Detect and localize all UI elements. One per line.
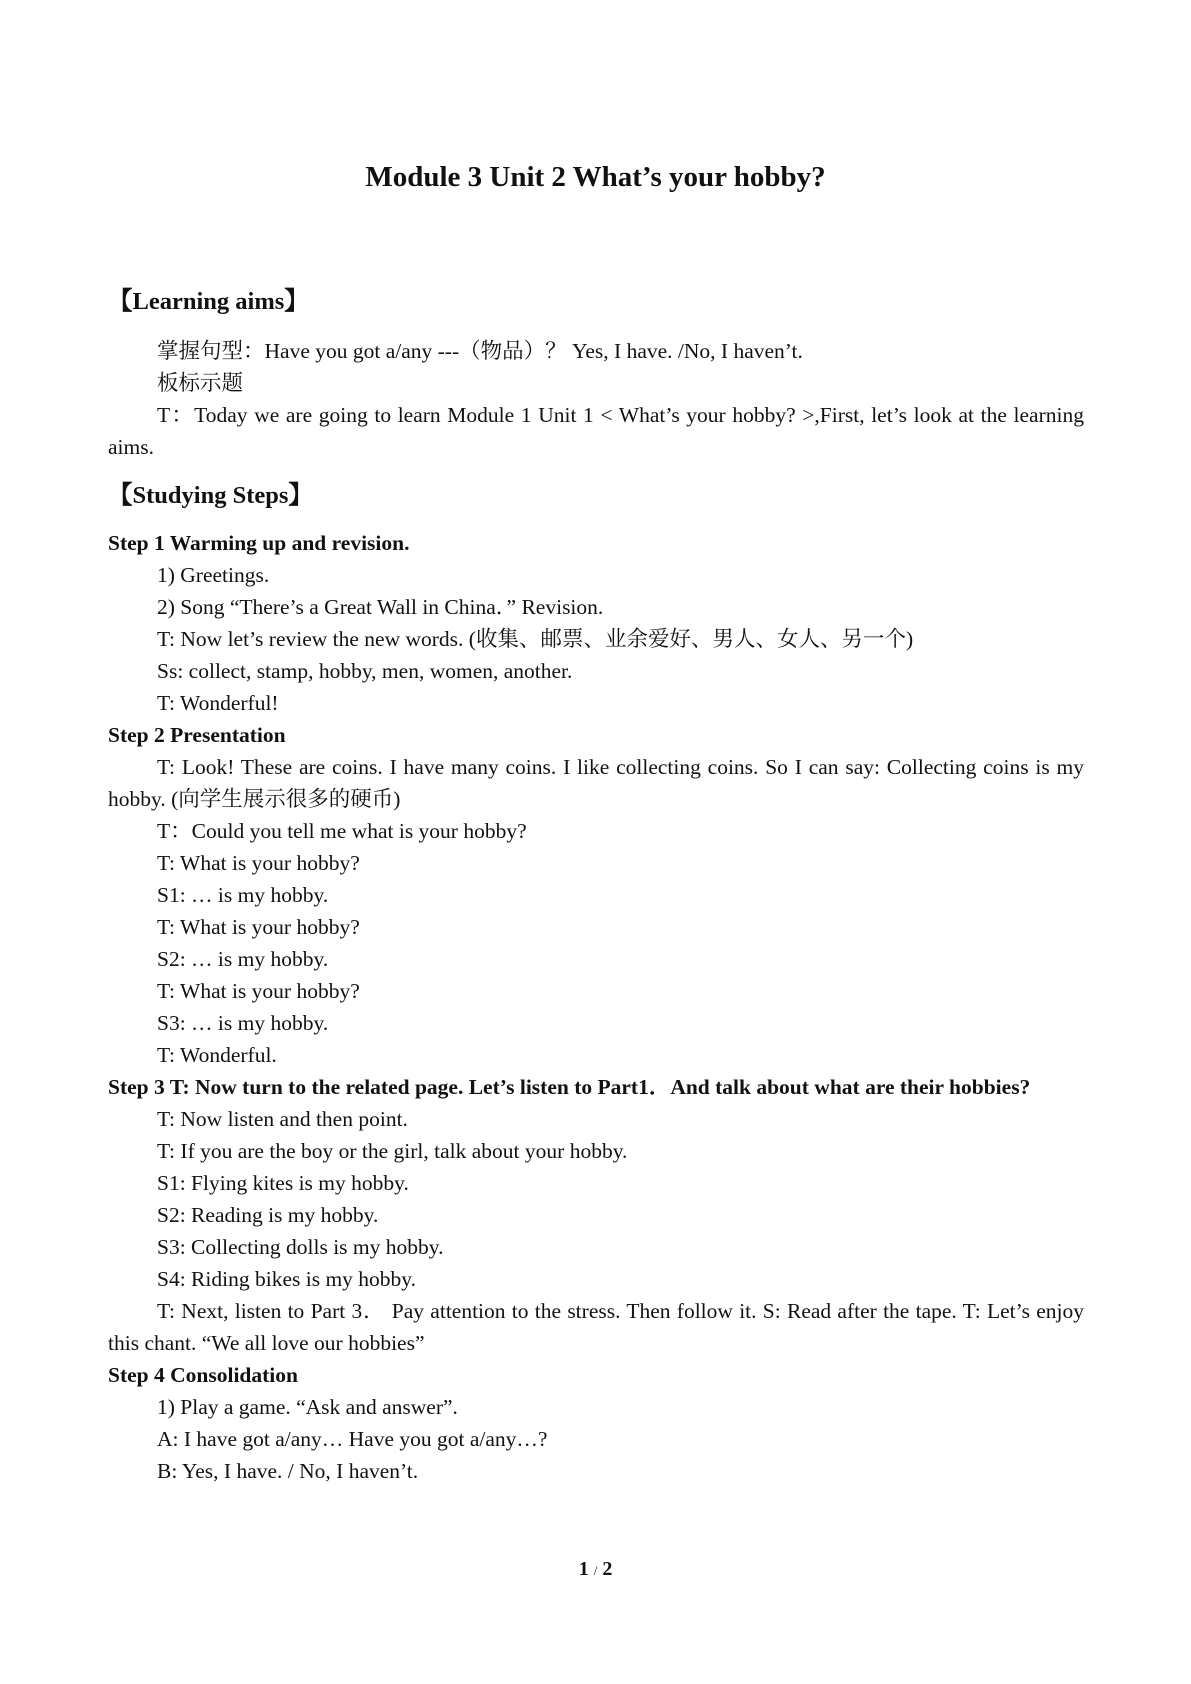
aims-line: 掌握句型：Have you got a/any ---（物品）？ Yes, I have. /No, I haven’t. <box>157 339 803 363</box>
total-pages: 2 <box>602 1558 613 1580</box>
step3-line: S3: Collecting dolls is my hobby. <box>157 1235 444 1259</box>
step3-line: T: Now listen and then point. <box>157 1107 408 1131</box>
page-number <box>0 1558 1191 1581</box>
step3-line: S2: Reading is my hobby. <box>157 1203 379 1227</box>
step2-line: T：Could you tell me what is your hobby? <box>157 819 527 843</box>
step2-paragraph: T: Look! These are coins. I have many coins. I like collecting coins. So I can say: Collecting coins is my hobby. (向学生展示很多的硬币) <box>108 755 1084 811</box>
step2-line: S1: … is my hobby. <box>157 883 329 907</box>
page-separator: / <box>593 1563 598 1578</box>
step3-line: T: If you are the boy or the girl, talk about your hobby. <box>157 1139 628 1163</box>
step2-line: S3: … is my hobby. <box>157 1011 329 1035</box>
step4-line: A: I have got a/any… Have you got a/any…? <box>157 1427 548 1451</box>
step2-line: T: Wonderful. <box>157 1043 277 1067</box>
step1-line: Ss: collect, stamp, hobby, men, women, another. <box>157 659 573 683</box>
step1-title: Step 1 Warming up and revision. <box>108 531 410 555</box>
aims-paragraph: T：Today we are going to learn Module 1 Unit 1 < What’s your hobby? >,First, let’s look at the learning aims. <box>108 403 1084 459</box>
step3-line: S1: Flying kites is my hobby. <box>157 1171 409 1195</box>
step1-line: 2) Song “There’s a Great Wall in China．” Revision. <box>157 595 604 619</box>
step2-line: T: What is your hobby? <box>157 979 360 1003</box>
studying-steps-heading: 【Studying Steps】 <box>108 482 313 509</box>
step4-line: 1) Play a game. “Ask and answer”. <box>157 1395 458 1419</box>
step2-line: S2: … is my hobby. <box>157 947 329 971</box>
step2-title: Step 2 Presentation <box>108 723 286 747</box>
step1-line: T: Wonderful! <box>157 691 279 715</box>
step3-paragraph: T: Next, listen to Part 3． Pay attention to the stress. Then follow it. S: Read after the tape. T: Let’s enjoy this chant. “We all love our hobbies” <box>108 1299 1084 1355</box>
step1-line: T: Now let’s review the new words. (收集、邮票、业余爱好、男人、女人、另一个) <box>157 627 914 651</box>
step2-line: T: What is your hobby? <box>157 851 360 875</box>
step3-line: S4: Riding bikes is my hobby. <box>157 1267 417 1291</box>
step4-line: B: Yes, I have. / No, I haven’t. <box>157 1459 419 1483</box>
current-page: 1 <box>578 1558 589 1580</box>
learning-aims-heading: 【Learning aims】 <box>108 288 309 315</box>
step4-title: Step 4 Consolidation <box>108 1363 298 1387</box>
page-title: Module 3 Unit 2 What’s your hobby? <box>365 161 826 193</box>
aims-line: 板标示题 <box>157 371 244 395</box>
document-body <box>108 287 1084 1487</box>
step3-title: Step 3 T: Now turn to the related page. Let’s listen to Part1．And talk about what are their hobbies? <box>108 1075 1031 1099</box>
step1-line: 1) Greetings. <box>157 563 270 587</box>
step2-line: T: What is your hobby? <box>157 915 360 939</box>
